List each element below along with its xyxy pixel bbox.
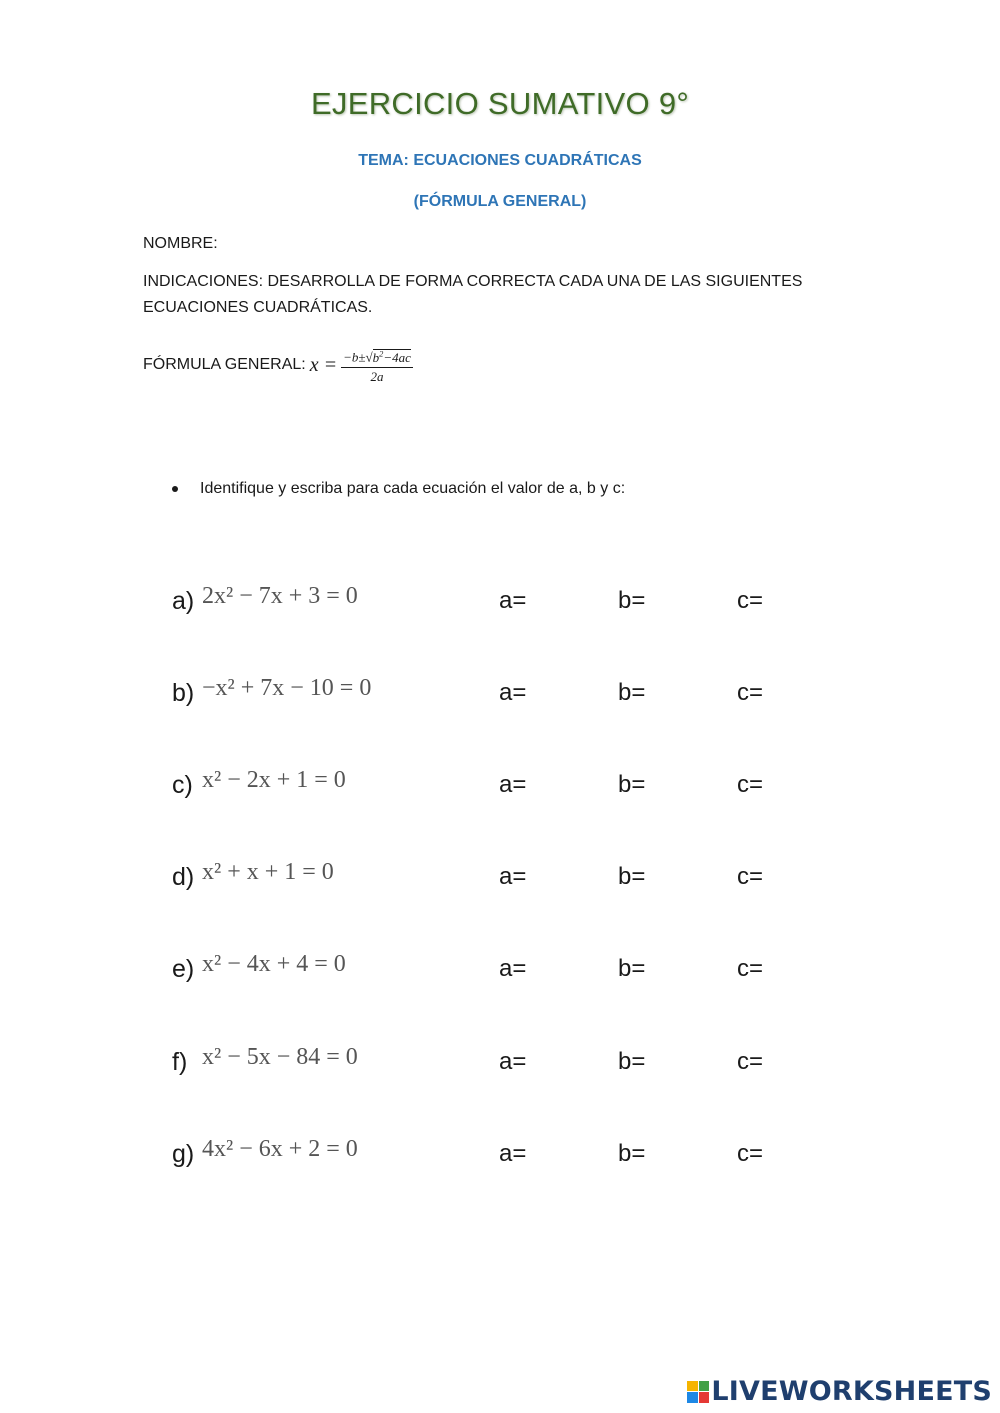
b-value-field[interactable]: b= [618, 679, 646, 706]
b-value-field[interactable]: b= [618, 863, 646, 890]
logo-text: LIVEWORKSHEETS [711, 1376, 992, 1407]
b-value-field[interactable]: b= [618, 955, 646, 982]
equation-row [0, 583, 1000, 623]
equation-label: b) [172, 679, 195, 707]
formula-fraction: $\frac{-b\pm√b^2-4ac}{2a}$ [341, 344, 413, 385]
equation-text: x² − 2x + 1 = 0 [202, 767, 346, 793]
formula-equation: x = [309, 354, 338, 376]
equation-text: −x² + 7x − 10 = 0 [202, 675, 372, 701]
a-value-field[interactable]: a= [499, 771, 527, 798]
c-value-field[interactable]: c= [737, 771, 764, 798]
equation-row [0, 1044, 1000, 1084]
instruction-bullet [172, 480, 625, 498]
name-label: NOMBRE: [143, 235, 218, 252]
a-value-field[interactable]: a= [499, 1048, 527, 1075]
c-value-field[interactable]: c= [737, 587, 764, 614]
equation-row [0, 951, 1000, 991]
equation-label: f) [172, 1048, 188, 1076]
a-value-field[interactable]: a= [499, 1140, 527, 1167]
bullet-icon [172, 486, 178, 492]
a-value-field[interactable]: a= [499, 863, 527, 890]
equation-row [0, 767, 1000, 807]
c-value-field[interactable]: c= [737, 863, 764, 890]
equation-label: e) [172, 955, 195, 983]
equation-text: x² − 4x + 4 = 0 [202, 951, 346, 977]
b-value-field[interactable]: b= [618, 771, 646, 798]
equation-text: x² + x + 1 = 0 [202, 859, 334, 885]
equation-text: 2x² − 7x + 3 = 0 [202, 583, 358, 609]
a-value-field[interactable]: a= [499, 955, 527, 982]
topic-subtitle: TEMA: ECUACIONES CUADRÁTICAS [358, 152, 642, 169]
c-value-field[interactable]: c= [737, 955, 764, 982]
b-value-field[interactable]: b= [618, 587, 646, 614]
formula-subtitle: (FÓRMULA GENERAL) [413, 193, 587, 210]
equation-row [0, 675, 1000, 715]
c-value-field[interactable]: c= [737, 1140, 764, 1167]
b-value-field[interactable]: b= [618, 1140, 646, 1167]
equation-text: x² − 5x − 84 = 0 [202, 1044, 358, 1070]
logo-icon [687, 1381, 709, 1403]
equation-label: g) [172, 1140, 195, 1168]
a-value-field[interactable]: a= [499, 587, 527, 614]
equation-label: d) [172, 863, 195, 891]
b-value-field[interactable]: b= [618, 1048, 646, 1075]
page-title: EJERCICIO SUMATIVO 9° [310, 86, 690, 121]
equation-row [0, 1136, 1000, 1176]
equation-label: c) [172, 771, 193, 799]
liveworksheets-logo [687, 1376, 992, 1407]
c-value-field[interactable]: c= [737, 679, 764, 706]
a-value-field[interactable]: a= [499, 679, 527, 706]
equation-label: a) [172, 587, 195, 615]
equation-row [0, 859, 1000, 899]
general-formula [143, 340, 413, 390]
instruction-text: Identifique y escriba para cada ecuación el valor de a, b y c: [200, 480, 626, 497]
instructions-text: INDICACIONES: DESARROLLA DE FORMA CORRECTA CADA UNA DE LAS SIGUIENTES ECUACIONES CUADRÁTICAS. [143, 273, 803, 316]
general-formula-label: FÓRMULA GENERAL: [143, 356, 306, 373]
c-value-field[interactable]: c= [737, 1048, 764, 1075]
equation-text: 4x² − 6x + 2 = 0 [202, 1136, 358, 1162]
